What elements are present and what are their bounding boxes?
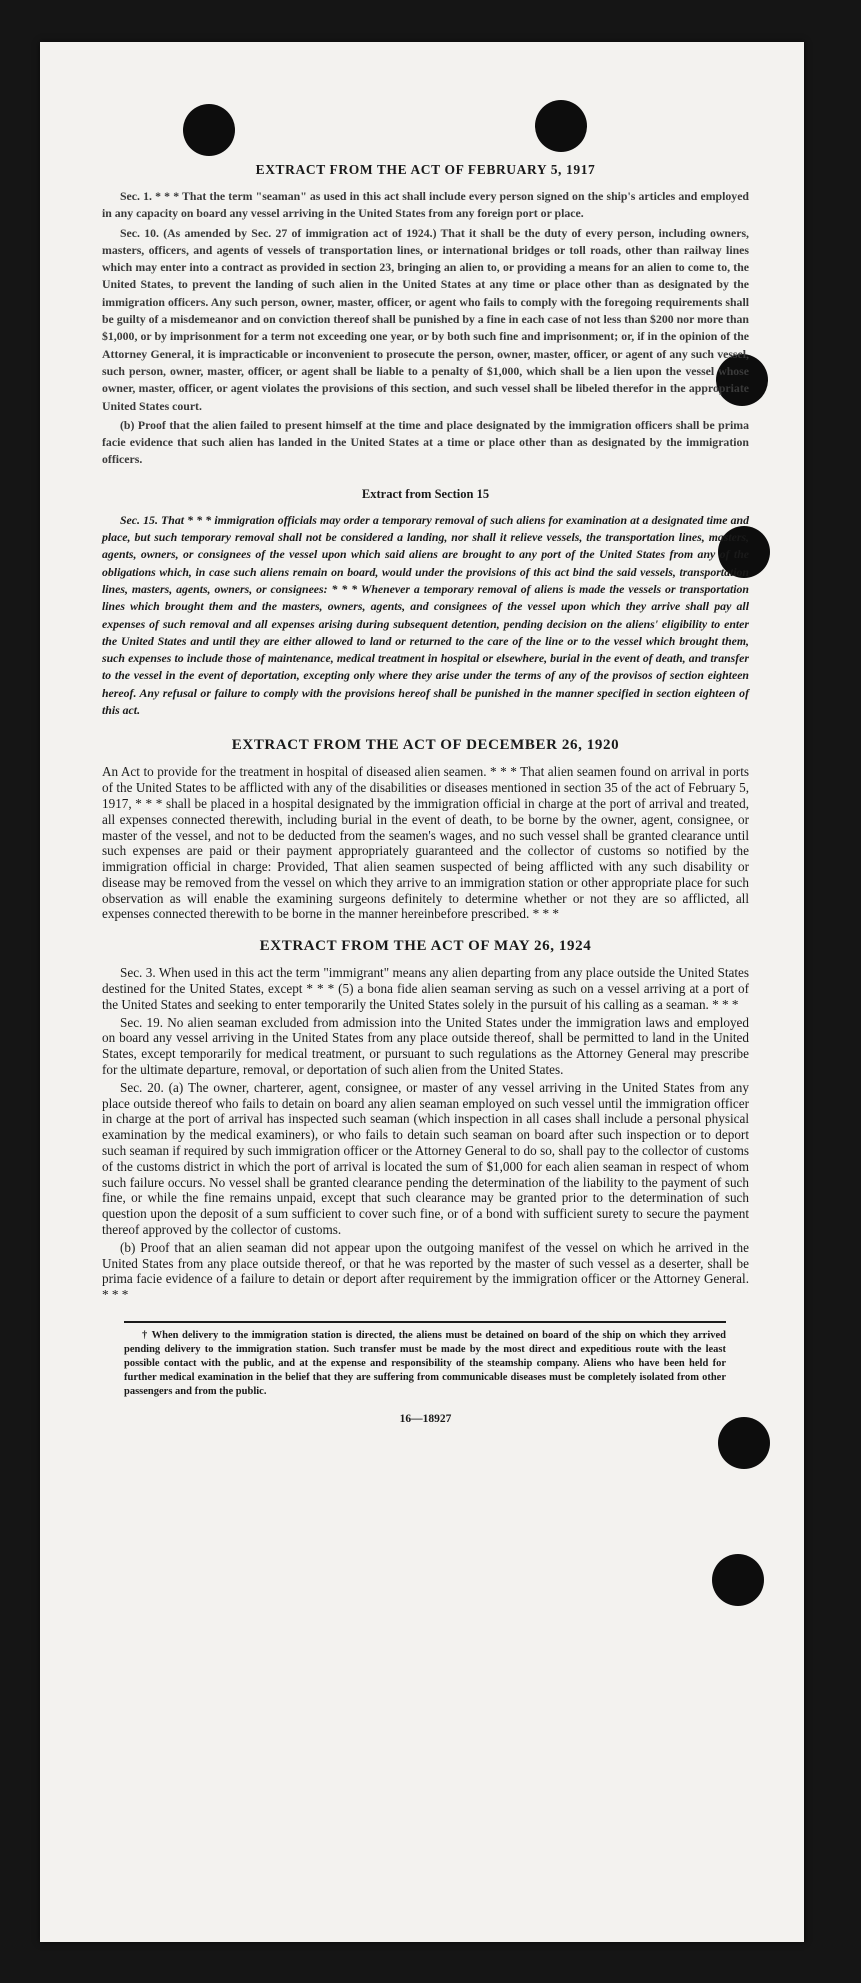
section-heading: EXTRACT FROM THE ACT OF MAY 26, 1924 xyxy=(259,938,592,955)
paragraph: Sec. 15. That * * * immigration officials may order a temporary removal of such aliens for examination at a designated time and place, but such temporary removal shall not be considered a landing, nor shall it relieve vessels, the transportation lines, masters, agents, owners, or consignees of the vessel upon which said aliens are brought to any port of the United States from any of the obligations which, in case such aliens remain on board, would under the provisions of this act bind the said vessels, transportation lines, masters, agents, owners, or consignees: * * * Whenever a temporary removal of aliens is made the vessels or transportation lines which brought them and the masters, owners, agents, and consignees of the vessel upon which they arrive shall pay all expenses of such removal and all expenses arising during subsequent detention, pending decision on the aliens' eligibility to enter the United States and until they are either allowed to land or returned to the care of the line or to the vessel which brought them, such expenses to include those of maintenance, medical treatment in hospital or elsewhere, burial in the event of death, and transfer to the vessel in the event of deportation, excepting only where they arise under the terms of any of the provisos of section eighteen hereof. Any refusal or failure to comply with the provisions hereof shall be punished in the manner specified in section eighteen of this act. xyxy=(102,512,749,718)
paragraph: Sec. 3. When used in this act the term "immigrant" means any alien departing from any place outside the United States destined for the United States, except * * * (5) a bona fide alien seaman serving as such on a vessel arriving at a port of the United States and seeking to enter temporarily the United States solely in the pursuit of his calling as a seaman. * * * xyxy=(102,965,749,1012)
paragraph: Sec. 20. (a) The owner, charterer, agent, consignee, or master of any vessel arriving in the United States from any place outside thereof who fails to detain on board any alien seaman employed on such vessel until the immigration officer in charge at the port of arrival has inspected such seaman (which inspection in all cases shall include a personal physical examination by the medical examiners), or who fails to detain such seaman on board after such inspection or to deport such seaman if required by such immigration officer or the Attorney General to do so, shall pay to the collector of customs of the customs district in which the port of arrival is located the sum of $1,000 for each alien seaman in respect of whom such failure occurs. No vessel shall be granted clearance pending the determination of the liability to the payment of such fine, or while the fine remains unpaid, except that such clearance may be granted prior to the determination of such question upon the deposit of a sum sufficient to cover such fine, or of a bond with sufficient surety to secure the payment thereof approved by the collector of customs. xyxy=(102,1079,749,1238)
paragraph: (b) Proof that an alien seaman did not appear upon the outgoing manifest of the vessel on which he arrived in the United States from any place outside thereof, or that he was reported by the master of such vessel as a deserter, shall be prima facie evidence of a failure to detain or deport after requirement by the immigration officer or the Attorney General. * * * xyxy=(102,1239,749,1303)
punch-hole xyxy=(712,1554,764,1606)
footnote: † When delivery to the immigration station is directed, the aliens must be detained on board of the ship on which they arrived pending delivery to the immigration station. Such transfer must be made by the most direct and expeditious route with the least possible contact with the public, and at the expense and responsibility of the steamship company. Aliens who have been held for further medical examination in the belief that they are suffering from communicable diseases must be completely isolated from other passengers and from the public. xyxy=(124,1330,726,1398)
paragraph: Sec. 1. * * * That the term "seaman" as used in this act shall include every person signed on the ship's articles and employed in any capacity on board any vessel arriving in the United States from any foreign port or place. xyxy=(102,189,749,221)
section-heading: EXTRACT FROM THE ACT OF DECEMBER 26, 1920 xyxy=(231,737,620,754)
paragraph: Sec. 19. No alien seaman excluded from admission into the United States under the immigration laws and employed on board any vessel arriving in the United States from any place outside thereof, shall be permitted to land in the United States, except temporarily for medical treatment, or pursuant to such regulations as the Attorney General may prescribe for the ultimate departure, removal, or deportation of such alien from the United States. xyxy=(102,1014,749,1078)
punch-hole xyxy=(183,104,235,156)
section-act-1917 xyxy=(102,162,749,469)
document-content xyxy=(102,162,749,1425)
section-heading: EXTRACT FROM THE ACT OF FEBRUARY 5, 1917 xyxy=(255,162,596,177)
paragraph: Sec. 10. (As amended by Sec. 27 of immigration act of 1924.) That it shall be the duty of every person, including owners, masters, officers, and agents of vessels of transportation lines, or international bridges or toll roads, other than railway lines which may enter into a contract as provided in section 23, bringing an alien to, or providing a means for an alien to come to, the United States, to prevent the landing of such alien in the United States at any time or place other than as designated by the immigration officers. Any such person, owner, master, officer, or agent who fails to comply with the foregoing requirements shall be guilty of a misdemeanor and on conviction thereof shall be punished by a fine in each case of not less than $200 nor more than $1,000, or by imprisonment for a term not exceeding one year, or by both such fine and imprisonment; or, if in the opinion of the Attorney General, it is impracticable or inconvenient to prosecute the person, owner, master, officer, or agent of any such vessel, such person, owner, master, officer, or agent shall be liable to a penalty of $1,000, which shall be a lien upon the vessel whose owner, master, officer, or agent violates the provisions of this section, and such vessel shall be libeled therefor in the appropriate United States court. xyxy=(102,225,749,413)
paragraph: (b) Proof that the alien failed to present himself at the time and place designated by the immigration officers shall be prima facie evidence that such alien has landed in the United States at a time or place other than as designated by the immigration officers. xyxy=(102,417,749,467)
punch-hole xyxy=(535,100,587,152)
form-number: 16—18927 xyxy=(399,1413,452,1426)
section-act-1920 xyxy=(102,737,749,922)
paragraph: An Act to provide for the treatment in hospital of diseased alien seamen. * * * That alien seamen found on arrival in ports of the United States to be afflicted with any of the disabilities or diseases mentioned in section 35 of the act of February 5, 1917, * * * shall be placed in a hospital designated by the immigration official in charge at the port of arrival and treated, all expenses connected therewith, including burial in the event of death, to be borne by the owner, agent, consignee, or master of the vessel, and not to be deducted from the seamen's wages, and no such vessel shall be granted clearance until such expenses are paid or their payment appropriately guaranteed and the collector of customs so notified by the immigration official in charge: Provided, That alien seamen suspected of being afflicted with any such disability or disease may be removed from the vessel on which they arrive to an immigration station or other appropriate place for such observation as will enable the examining surgeons definitely to determine whether or not they are so afflicted, all expenses connected therewith to be borne in the manner hereinbefore prescribed. * * * xyxy=(102,764,749,922)
section-act-1924 xyxy=(102,938,749,1303)
section-15 xyxy=(102,487,749,720)
section-heading: Extract from Section 15 xyxy=(361,486,490,501)
footnote-divider xyxy=(124,1321,726,1323)
